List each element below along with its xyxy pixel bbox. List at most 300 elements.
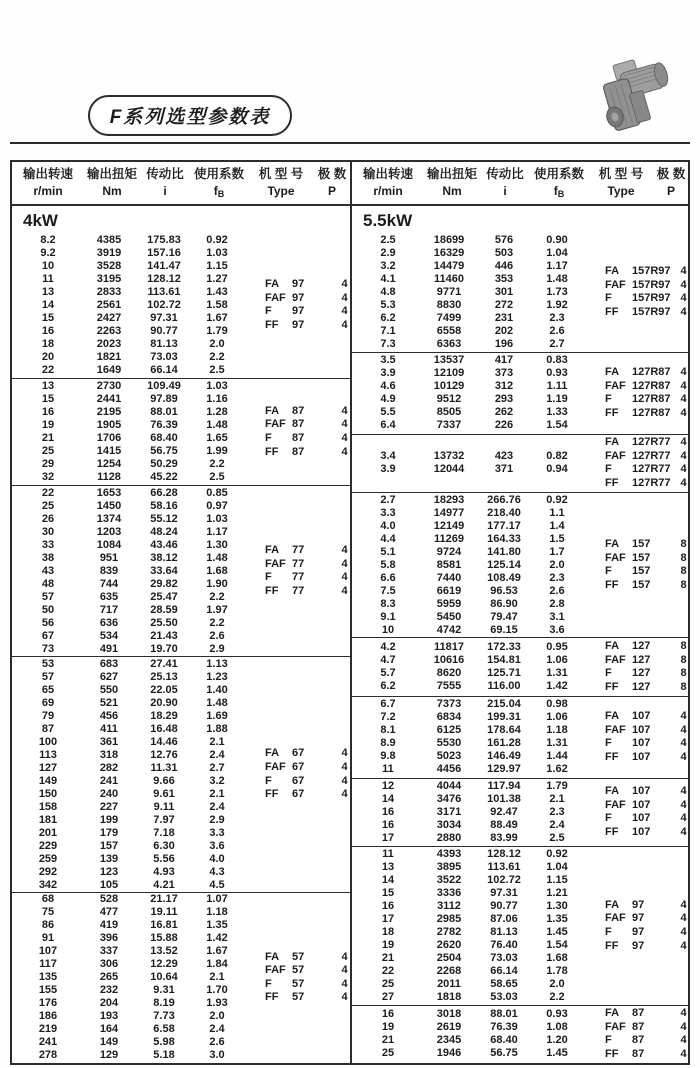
data-row xyxy=(352,286,580,299)
torque-cell: 456 xyxy=(99,709,119,722)
service-factor-cell: 2.3 xyxy=(549,571,565,584)
torque-cell: 2427 xyxy=(96,311,122,324)
data-row xyxy=(352,793,580,806)
speed-cell: 48 xyxy=(41,577,55,590)
speed-cell: 13 xyxy=(41,285,55,298)
service-factor-cell: 1.84 xyxy=(206,958,228,971)
speed-cell: 342 xyxy=(38,878,58,891)
data-row xyxy=(12,997,240,1010)
torque-cell: 105 xyxy=(99,878,119,891)
poles-value: 4 xyxy=(341,950,348,963)
torque-cell: 4742 xyxy=(436,623,462,636)
poles-value: 4 xyxy=(680,798,687,811)
speed-cell: 4.0 xyxy=(380,519,396,532)
model-type-row xyxy=(605,450,688,464)
speed-cell: 21 xyxy=(381,951,395,964)
type-prefix: FA xyxy=(605,538,620,551)
speed-cell: 4.2 xyxy=(380,641,396,654)
column-header-cn: 机 型 号 xyxy=(258,167,304,182)
data-row xyxy=(352,698,580,711)
torque-cell: 3919 xyxy=(96,246,122,259)
data-row xyxy=(352,780,580,793)
service-factor-cell: 0.83 xyxy=(546,354,568,367)
data-row xyxy=(12,788,240,801)
service-factor-cell: 1.04 xyxy=(546,860,568,873)
type-size: 107 xyxy=(632,812,651,825)
speed-cell: 87 xyxy=(41,722,55,735)
data-row xyxy=(352,260,580,273)
speed-cell: 79 xyxy=(41,709,55,722)
ratio-cell: 25.13 xyxy=(150,670,178,683)
ratio-cell: 66.14 xyxy=(490,964,518,977)
type-size: 107 xyxy=(632,737,651,750)
service-factor-cell: 2.3 xyxy=(549,805,565,818)
torque-cell: 6834 xyxy=(436,711,462,724)
service-factor-cell: 0.93 xyxy=(546,367,568,380)
speed-cell: 18 xyxy=(381,925,395,938)
service-factor-cell: 0.98 xyxy=(546,698,568,711)
type-prefix: FAF xyxy=(605,379,626,392)
service-factor-cell: 1.40 xyxy=(206,683,228,696)
service-factor-cell: 2.5 xyxy=(209,363,225,376)
type-prefix: FAF xyxy=(265,760,286,773)
torque-cell: 1254 xyxy=(96,457,122,470)
data-rows xyxy=(352,495,580,635)
ratio-cell: 33.64 xyxy=(150,564,178,577)
ratio-cell: 88.01 xyxy=(490,1008,518,1021)
model-type-list xyxy=(580,538,688,592)
service-factor-cell: 1.62 xyxy=(546,763,568,776)
data-row xyxy=(12,658,240,671)
service-factor-cell: 1.79 xyxy=(206,324,228,337)
speed-cell: 8.2 xyxy=(40,233,56,246)
data-row xyxy=(12,432,240,445)
ratio-cell: 423 xyxy=(494,450,514,463)
data-row xyxy=(12,840,240,853)
ratio-cell: 25.50 xyxy=(150,616,178,629)
type-prefix: FF xyxy=(265,584,279,597)
type-prefix: F xyxy=(605,463,612,476)
service-factor-cell: 1.1 xyxy=(549,506,565,519)
data-row xyxy=(12,312,240,325)
torque-cell: 164 xyxy=(99,1023,119,1036)
ratio-cell: 21.43 xyxy=(150,629,178,642)
ratio-cell: 73.03 xyxy=(150,350,178,363)
ratio-cell: 53.03 xyxy=(490,990,518,1003)
torque-cell: 227 xyxy=(99,800,119,813)
torque-cell: 1818 xyxy=(436,990,462,1003)
torque-cell: 5959 xyxy=(436,597,462,610)
data-row xyxy=(352,763,580,776)
type-size: 127 xyxy=(632,653,651,666)
service-factor-cell: 1.48 xyxy=(206,551,228,564)
speed-cell: 21 xyxy=(381,1034,395,1047)
data-row xyxy=(12,380,240,393)
data-row xyxy=(12,958,240,971)
torque-cell: 8830 xyxy=(436,298,462,311)
ratio-cell: 21.17 xyxy=(150,893,178,906)
type-size: 57 xyxy=(292,977,305,990)
data-row xyxy=(12,617,240,630)
data-row xyxy=(352,380,580,393)
poles-value: 4 xyxy=(680,812,687,825)
model-type-row xyxy=(265,292,350,306)
speed-cell: 8.3 xyxy=(380,597,396,610)
data-row xyxy=(352,463,580,476)
type-size: 67 xyxy=(292,747,305,760)
service-factor-cell: 3.0 xyxy=(209,1049,225,1062)
page-title-text: F系列选型参数表 xyxy=(109,107,271,128)
model-type-list xyxy=(580,640,688,694)
data-row xyxy=(12,866,240,879)
ratio-cell: 76.40 xyxy=(490,938,518,951)
poles-value: 8 xyxy=(680,565,687,578)
model-type-row xyxy=(605,407,688,421)
speed-cell: 91 xyxy=(41,932,55,945)
speed-cell: 22 xyxy=(381,964,395,977)
speed-cell: 25 xyxy=(381,1047,395,1060)
data-row xyxy=(12,1049,240,1062)
torque-cell: 129 xyxy=(99,1049,119,1062)
service-factor-cell: 2.9 xyxy=(209,813,225,826)
torque-cell: 627 xyxy=(99,670,119,683)
type-size: 87 xyxy=(292,445,305,458)
service-factor-cell: 2.4 xyxy=(209,800,225,813)
service-factor-cell: 2.1 xyxy=(549,792,565,805)
torque-cell: 1653 xyxy=(96,486,122,499)
column-header-unit: i xyxy=(503,184,507,199)
type-size: 127R87 xyxy=(632,379,671,392)
model-type-row xyxy=(605,899,688,913)
torque-cell: 241 xyxy=(99,774,119,787)
type-size: 97 xyxy=(632,925,645,938)
service-factor-cell: 2.5 xyxy=(549,831,565,844)
model-type-row xyxy=(605,565,688,579)
ratio-cell: 55.12 xyxy=(150,512,178,525)
data-row xyxy=(352,900,580,913)
speed-cell: 50 xyxy=(41,603,55,616)
speed-cell: 3.9 xyxy=(380,463,396,476)
poles-value: 4 xyxy=(341,991,348,1004)
torque-cell: 2268 xyxy=(436,964,462,977)
ratio-cell: 86.90 xyxy=(490,597,518,610)
service-factor-cell: 1.45 xyxy=(546,1047,568,1060)
type-size: 77 xyxy=(292,584,305,597)
data-rows xyxy=(12,895,240,1061)
ratio-cell: 79.47 xyxy=(490,610,518,623)
column-header-cn: 极 数 xyxy=(317,167,347,182)
service-factor-cell: 1.04 xyxy=(546,246,568,259)
service-factor-cell: 1.08 xyxy=(546,1021,568,1034)
ratio-cell: 417 xyxy=(494,354,514,367)
ratio-cell: 11.31 xyxy=(150,761,178,774)
ratio-cell: 10.64 xyxy=(150,971,178,984)
ratio-cell: 128.12 xyxy=(487,847,521,860)
torque-cell: 10616 xyxy=(433,654,465,667)
ratio-cell: 116.00 xyxy=(487,680,521,693)
service-factor-cell: 1.48 xyxy=(546,272,568,285)
speed-cell: 38 xyxy=(41,551,55,564)
speed-cell: 219 xyxy=(38,1023,58,1036)
ratio-cell: 96.53 xyxy=(490,584,518,597)
speed-cell: 11 xyxy=(382,763,394,776)
gear-selection-block xyxy=(352,352,688,434)
torque-cell: 179 xyxy=(99,826,119,839)
data-row xyxy=(352,598,580,611)
speed-cell: 7.2 xyxy=(380,711,396,724)
data-row xyxy=(12,364,240,377)
torque-cell: 240 xyxy=(99,787,119,800)
data-row xyxy=(12,604,240,617)
service-factor-cell: 1.35 xyxy=(546,912,568,925)
data-row xyxy=(12,1036,240,1049)
data-row xyxy=(352,848,580,861)
ratio-cell: 66.14 xyxy=(150,363,178,376)
ratio-cell: 43.46 xyxy=(150,538,178,551)
service-factor-cell: 2.6 xyxy=(209,629,225,642)
service-factor-cell: 4.3 xyxy=(209,865,225,878)
speed-cell: 12 xyxy=(381,779,395,792)
speed-cell: 16 xyxy=(381,818,395,831)
type-prefix: FA xyxy=(605,366,620,379)
service-factor-cell: 1.03 xyxy=(206,512,228,525)
torque-cell: 1203 xyxy=(96,525,122,538)
torque-cell: 6363 xyxy=(436,337,462,350)
speed-cell: 26 xyxy=(41,512,55,525)
data-row xyxy=(12,591,240,604)
speed-cell: 4.4 xyxy=(380,532,396,545)
data-row xyxy=(352,991,580,1004)
model-type-row xyxy=(605,279,688,293)
torque-cell: 14479 xyxy=(433,259,465,272)
poles-value: 4 xyxy=(341,278,348,291)
speed-cell: 5.1 xyxy=(380,545,396,558)
torque-cell: 11269 xyxy=(434,532,464,545)
service-factor-cell: 4.5 xyxy=(209,878,225,891)
type-prefix: FF xyxy=(605,1047,619,1060)
ratio-cell: 6.30 xyxy=(153,839,175,852)
poles-value: 4 xyxy=(680,366,687,379)
type-prefix: F xyxy=(605,925,612,938)
type-prefix: F xyxy=(265,977,272,990)
type-prefix: FAF xyxy=(605,653,626,666)
type-size: 97 xyxy=(292,318,305,331)
column-header xyxy=(352,166,424,199)
speed-cell: 13 xyxy=(381,860,395,873)
data-row xyxy=(12,513,240,526)
ratio-cell: 97.31 xyxy=(150,311,178,324)
service-factor-cell: 2.0 xyxy=(209,1010,225,1023)
torque-cell: 11460 xyxy=(434,272,464,285)
ratio-cell: 76.39 xyxy=(490,1021,518,1034)
ratio-cell: 19.70 xyxy=(150,642,178,655)
torque-cell: 2985 xyxy=(436,912,462,925)
service-factor-cell: 1.03 xyxy=(206,246,228,259)
data-row xyxy=(352,832,580,845)
ratio-cell: 371 xyxy=(494,463,514,476)
service-factor-cell: 1.54 xyxy=(546,938,568,951)
data-row xyxy=(12,539,240,552)
poles-value: 4 xyxy=(680,436,687,449)
model-type-list xyxy=(580,366,688,420)
service-factor-cell: 1.19 xyxy=(546,393,568,406)
speed-cell: 135 xyxy=(38,971,58,984)
model-type-row xyxy=(265,432,350,446)
poles-value: 4 xyxy=(680,912,687,925)
model-type-row xyxy=(605,667,688,681)
speed-cell: 11 xyxy=(382,847,394,860)
column-header xyxy=(530,166,588,199)
ratio-cell: 20.90 xyxy=(150,696,178,709)
poles-value: 4 xyxy=(341,977,348,990)
poles-value: 4 xyxy=(680,785,687,798)
speed-cell: 3.3 xyxy=(380,506,396,519)
data-row xyxy=(352,806,580,819)
ratio-cell: 503 xyxy=(494,246,514,259)
torque-cell: 3476 xyxy=(436,792,462,805)
type-size: 67 xyxy=(292,760,305,773)
type-prefix: FAF xyxy=(605,449,626,462)
data-row xyxy=(352,750,580,763)
model-type-row xyxy=(605,640,688,654)
model-type-list xyxy=(240,747,350,801)
torque-cell: 4393 xyxy=(436,847,462,860)
column-header-cn: 使用系数 xyxy=(533,167,584,182)
column-header xyxy=(480,166,530,199)
speed-cell: 14 xyxy=(41,298,55,311)
torque-cell: 14977 xyxy=(433,506,465,519)
poles-value: 4 xyxy=(341,788,348,801)
ratio-cell: 7.73 xyxy=(153,1010,175,1023)
data-row xyxy=(12,971,240,984)
ratio-cell: 81.13 xyxy=(150,337,178,350)
service-factor-cell: 1.06 xyxy=(546,654,568,667)
type-size: 87 xyxy=(632,1007,645,1020)
data-row xyxy=(12,351,240,364)
column-header-cn: 极 数 xyxy=(656,167,686,182)
speed-cell: 18 xyxy=(41,337,55,350)
speed-cell: 3.5 xyxy=(380,354,396,367)
speed-cell: 14 xyxy=(381,873,395,886)
service-factor-cell: 1.68 xyxy=(206,564,228,577)
speed-cell: 57 xyxy=(41,590,55,603)
ratio-cell: 161.28 xyxy=(487,737,521,750)
data-row xyxy=(352,406,580,419)
ratio-cell: 199.31 xyxy=(487,711,521,724)
type-size: 97 xyxy=(632,898,645,911)
ratio-cell: 218.40 xyxy=(487,506,521,519)
type-prefix: FF xyxy=(265,318,279,331)
torque-cell: 193 xyxy=(99,1010,119,1023)
model-type-row xyxy=(605,538,688,552)
service-factor-cell: 1.15 xyxy=(546,873,568,886)
service-factor-cell: 0.94 xyxy=(546,463,568,476)
type-prefix: FA xyxy=(265,747,280,760)
ratio-cell: 56.75 xyxy=(150,444,178,457)
data-row xyxy=(12,893,240,906)
service-factor-cell: 1.45 xyxy=(546,925,568,938)
speed-cell: 7.1 xyxy=(380,324,396,337)
torque-cell: 1374 xyxy=(96,512,122,525)
data-row xyxy=(12,762,240,775)
speed-cell: 19 xyxy=(381,1021,395,1034)
service-factor-cell: 1.30 xyxy=(206,538,228,551)
data-row xyxy=(12,697,240,710)
torque-cell: 4044 xyxy=(436,779,462,792)
ratio-cell: 97.89 xyxy=(150,392,178,405)
torque-cell: 7440 xyxy=(436,571,462,584)
ratio-cell: 90.77 xyxy=(490,899,518,912)
model-type-list xyxy=(580,899,688,953)
type-prefix: FF xyxy=(265,445,279,458)
speed-cell: 7.5 xyxy=(380,584,396,597)
speed-cell: 29 xyxy=(41,457,55,470)
model-type-row xyxy=(605,826,688,840)
column-header xyxy=(84,166,140,199)
speed-cell: 9.1 xyxy=(380,610,396,623)
ratio-cell: 157.16 xyxy=(147,246,181,259)
speed-cell: 21 xyxy=(41,431,55,444)
speed-cell: 176 xyxy=(38,997,58,1010)
data-row xyxy=(12,565,240,578)
ratio-cell: 196 xyxy=(494,337,514,350)
model-type-row xyxy=(605,1048,688,1062)
type-size: 77 xyxy=(292,544,305,557)
ratio-cell: 128.12 xyxy=(147,272,181,285)
torque-cell: 3034 xyxy=(436,818,462,831)
service-factor-cell: 4.0 xyxy=(209,852,225,865)
poles-value: 4 xyxy=(680,292,687,305)
column-header-unit: r/min xyxy=(373,184,403,199)
ratio-cell: 262 xyxy=(494,406,514,419)
service-factor-cell: 1.73 xyxy=(546,285,568,298)
data-row xyxy=(12,419,240,432)
service-factor-cell: 1.42 xyxy=(206,932,228,945)
speed-cell: 181 xyxy=(38,813,58,826)
data-row xyxy=(12,234,240,247)
service-factor-cell: 1.27 xyxy=(206,272,228,285)
torque-cell: 2263 xyxy=(96,324,122,337)
type-size: 127R77 xyxy=(632,476,671,489)
model-type-row xyxy=(605,724,688,738)
model-type-row xyxy=(265,951,350,965)
torque-cell: 1084 xyxy=(96,538,122,551)
model-type-row xyxy=(265,991,350,1005)
ratio-cell: 202 xyxy=(494,324,514,337)
speed-cell: 4.7 xyxy=(380,654,396,667)
title-divider xyxy=(10,142,690,144)
service-factor-cell: 2.6 xyxy=(549,324,565,337)
type-size: 97 xyxy=(292,291,305,304)
type-size: 157 xyxy=(632,565,651,578)
type-prefix: FF xyxy=(605,826,619,839)
speed-cell: 5.8 xyxy=(380,558,396,571)
column-header-unit: P xyxy=(666,184,675,199)
data-row xyxy=(352,354,580,367)
column-header-cn: 传动比 xyxy=(146,167,184,182)
model-type-row xyxy=(605,1021,688,1035)
torque-cell: 149 xyxy=(99,1036,119,1049)
service-factor-cell: 2.7 xyxy=(549,337,565,350)
type-size: 157 xyxy=(632,578,651,591)
service-factor-cell: 1.33 xyxy=(546,406,568,419)
ratio-cell: 129.97 xyxy=(487,763,521,776)
ratio-cell: 102.72 xyxy=(487,873,521,886)
service-factor-cell: 0.85 xyxy=(206,486,228,499)
service-factor-cell: 1.11 xyxy=(546,380,568,393)
speed-cell: 16 xyxy=(41,405,55,418)
service-factor-cell: 2.2 xyxy=(549,990,565,1003)
